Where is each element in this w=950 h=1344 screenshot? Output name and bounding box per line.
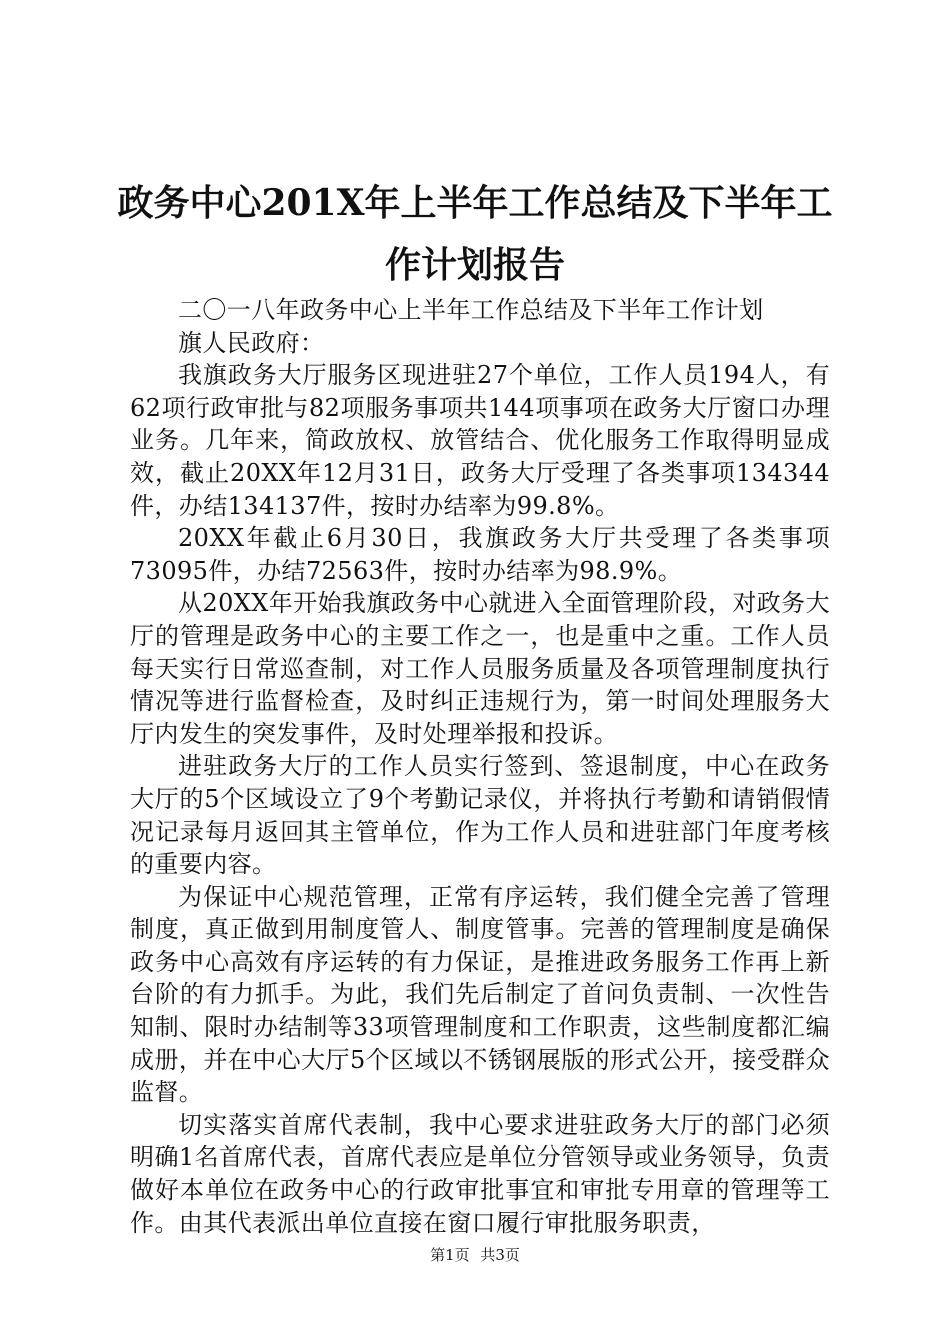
page-number: 第1页 [430,1246,470,1264]
body-paragraph: 我旗政务大厅服务区现进驻27个单位，工作人员194人，有62项行政审批与82项服务事项共144项事项在政务大厅窗口办理业务。几年来，简政放权、放管结合、优化服务工作取得明显成效，截止20XX年12月31日，政务大厅受理了各类事项134344件，办结134137件，按时办结率为99.8%。 [130,361,830,520]
subtitle-paragraph: 二〇一八年政务中心上半年工作总结及下半年工作计划 [178,296,764,324]
body-paragraph: 20XX年截止6月30日，我旗政务大厅共受理了各类事项73095件，办结72563件，按时办结率为98.9%。 [130,524,830,585]
body-paragraph: 从20XX年开始我旗政务中心就进入全面管理阶段，对政务大厅的管理是政务中心的主要工作之一，也是重中之重。工作人员每天实行日常巡查制，对工作人员服务质量及各项管理制度执行情况等进行监督检查，及时纠正违规行为，第一时间处理服务大厅内发生的突发事件，及时处理举报和投诉。 [130,589,830,748]
document-title: 政务中心201X年上半年工作总结及下半年工作计划报告 [117,182,833,286]
body-paragraph: 切实落实首席代表制，我中心要求进驻政务大厅的部门必须明确1名首席代表，首席代表应是单位分管领导或业务领导，负责做好本单位在政务中心的行政审批事宜和审批专用章的管理等工作。由其代表派出单位直接在窗口履行审批服务职责， [130,1110,830,1237]
page-footer [0,1245,950,1265]
page-total: 共3页 [480,1246,520,1264]
addressee-paragraph: 旗人民政府： [178,328,325,357]
document-body [130,294,830,1239]
body-paragraph: 进驻政务大厅的工作人员实行签到、签退制度，中心在政务大厅的5个区域设立了9个考勤记录仪，并将执行考勤和请销假情况记录每月返回其主管单位，作为工作人员和进驻部门年度考核的重要内容。 [130,752,830,879]
body-paragraph: 为保证中心规范管理，正常有序运转，我们健全完善了管理制度，真正做到用制度管人、制度管事。完善的管理制度是确保政务中心高效有序运转的有力保证，是推进政务服务工作再上新台阶的有力抓手。为此，我们先后制定了首问负责制、一次性告知制、限时办结制等33项管理制度和工作职责，这些制度都汇编成册，并在中心大厅5个区域以不锈钢展版的形式公开，接受群众监督。 [130,882,830,1107]
